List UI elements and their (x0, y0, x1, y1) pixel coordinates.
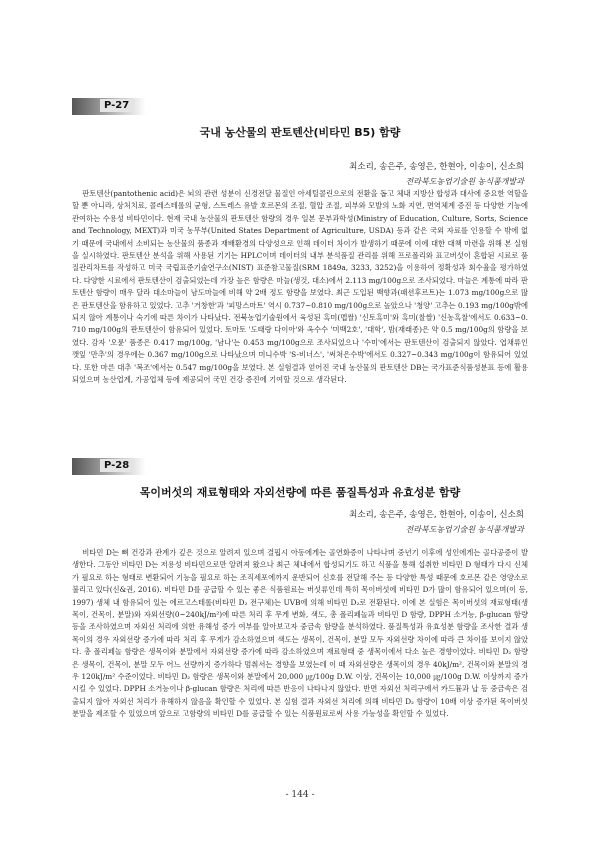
affiliation: 전라북도농업기술원 농식품개발과 (405, 177, 524, 186)
abstract-number: P-27 (100, 99, 133, 112)
abstract-title: 목이버섯의 재료형태와 자외선량에 따른 품질특성과 유효성분 함량 (139, 486, 461, 499)
author-list: 최소리, 송은주, 송영은, 한현아, 이송이, 신소희 (349, 162, 524, 172)
abstract-body: 비타민 D는 뼈 건강과 관계가 깊은 것으로 알려져 있으며 결핍시 아동에게는 골연화증이 나타나며 중년기 이후에 성인에게는 골다공증이 발생한다. 그동안 비타민 D는 저용성 비타민으로만 알려져 왔으나 최근 체내에서 합성되기도 하고 식품을 통해 섭취한 비타민 D 형태가 다시 신체가 필요로 하는 형태로 변환되어 기능을 필요로 하는 조직세포에까지 운반되어 신호를 전달해 주는 등 다양한 특성 때문에 호르몬 같은 영양소로 불리고 있다(신&권, 2016). 비타민 D를 공급할 수 있는 좋은 식품원료는 버섯류인데 특히 목이버섯에 비타민 D가 많이 함유되어 있으며(이 등, 1997) 생체 내 함유되어 있는 에르고스테롤(비타민 D₂ 전구체)는 UVB에 의해 비타민 D₂로 전환된다. 이에 본 실험은 목이버섯의 재료형태(생목이, 건목이, 분말)와 자외선량(0~240kJ/m²)에 따른 처리 후 무게 변화, 색도, 총 폴리페놀과 비타민 D 함량, DPPH 소거능, β-glucan 함량 등을 조사하였으며 자외선 처리에 의한 유해성 증가 여부를 알아보고자 중금속 함량을 분석하였다. 품질특성과 유효성분 함량을 조사한 결과 생목이의 경우 자외선량 증가에 따라 처리 후 무게가 감소하였으며 색도는 생목이, 건목이, 분말 모두 자외선량 차이에 따라 큰 차이를 보이지 않았다. 총 폴리페놀 함량은 생목이와 분말에서 자외선량 증가에 따라 감소하였으며 재료형태 중 생목이에서 다소 높은 경향이었다. 비타민 D₂ 함량은 생목이, 건목이, 분말 모두 어느 선량까지 증가하다 멈춰서는 경향을 보였는데 이 때 자외선량은 생목이의 경우 40kJ/m², 건목이와 분말의 경우 120kJ/m² 수준이었다. 비타민 D₂ 함량은 생목이와 분말에서 20,000 ㎍/100g D.W. 이상, 건목이는 10,000 ㎍/100g D.W. 이상까지 증가시킬 수 있었다. DPPH 소거능이나 β-glucan 함량은 처리에 따른 반응이 나타나지 않았다. 반면 자외선 처리구에서 카드뮴과 납 등 중금속은 검출되지 않아 자외선 처리가 유해하지 않음을 확인할 수 있었다. 본 실험 결과 자외선 처리에 의해 비타민 D₂ 함량이 10배 이상 증가된 목이버섯 분말을 제조할 수 있었으며 앞으로 고함량의 비타민 D를 공급할 수 있는 식품원료로써 사용 가능성을 확인할 수 있었다. (72, 548, 528, 719)
abstract-title: 국내 농산물의 판토텐산(비타민 B5) 함량 (199, 126, 401, 139)
abstract-tag-p28 (72, 458, 146, 475)
abstract-body: 판토텐산(pantothenic acid)은 뇌의 관련 성분이 신경전달 물질인 아세틸콜린으로의 전환을 돕고 체내 지방산 합성과 대사에 중요한 역할을 할 뿐 아니라, 상처치료, 콜레스테롤의 균형, 스트레스 유발 호르몬의 조절, 혈압 조절, 피부와 모발의 노화 지연, 면역체계 증진 등 다양한 기능에 관여하는 수용성 비타민이다. 현재 국내 농산물의 판토텐산 함량의 경우 일본 문부과학성(Ministry of Education, Culture, Sorts, Science and Technology, MEXT)과 미국 농무부(United States Department of Agriculture, USDA) 등과 같은 국외 자료를 인용할 수 밖에 없기 때문에 국내에서 소비되는 농산물의 품종과 재배환경의 다양성으로 인해 데이터 차이가 발생하기 때문에 이에 대한 대책 마련을 위해 본 실험을 실시하였다. 판토텐산 분석을 위해 사용된 기기는 HPLC이며 데이터의 내부 분석품질 관리를 위해 프로폴리와 표고버섯이 혼합된 시료로 품질관리차트를 작성하고 미국 국립표준기술연구소(NIST) 표준참고물질(SRM 1849a, 3233, 3252)을 이용하여 정확성과 회수율을 평가하였다. 다양한 시료에서 판토텐산이 검출되었는데 가장 높은 함량은 마늘(생것, 대소)에서 2.113 mg/100g으로 조사되었다. 마늘은 계통에 따라 판토텐산 함량이 매우 달라 대소마늘이 남도마늘에 비해 약 2배 정도 함량을 보였다. 최근 도입된 백향과(패션후르트)는 1.073 mg/100g으로 많은 판토텐산을 함유하고 있었다. 고추 '거창한'과 '피망스마트' 역시 0.737~0.810 mg/100g으로 높았으나 '청양' 고추는 0.193 mg/100g밖에 되지 않아 계통이나 숙기에 따른 차이가 나타났다. 전북농업기술원에서 육성된 흑미(멥쌀) '신토흑미'와 흑미(찰쌀) '신농흑찰'에서도 0.633~0.710 mg/100g의 판토텐산이 함유되어 있었다. 토마토 '도태랑 다이아'와 옥수수 '미백2호', '대학', 밤(재래종)은 약 0.5 mg/100g의 함량을 보였다. 감자 '오륜' 품종은 0.417 mg/100g, '남나'는 0.453 mg/100g으로 조사되었으나 '수미'에서는 판토텐산이 검출되지 않았다. 엽채류인 깻잎 '만추'의 경우에는 0.367 mg/100g으로 나타났으며 미니수박 'S-비너스', '써쳐은수박'에서도 0.327~0.343 mg/100g이 함유되어 있었다. 또한 마른 대추 '복조'에서는 0.547 mg/100g을 보였다. 본 실험결과 얻어진 국내 농산물의 판토텐산 DB는 국가표준식품성분표 등에 활용되었으며 농산업계, 가공업체 등에 제공되어 국민 건강 증진에 기여할 것으로 생각된다. (72, 189, 528, 385)
author-list: 최소리, 송은주, 송영은, 한현아, 이송이, 신소희 (349, 510, 524, 520)
page-number: - 144 - (285, 790, 315, 800)
abstract-number: P-28 (100, 459, 133, 472)
affiliation: 전라북도농업기술원 농식품개발과 (405, 525, 524, 534)
abstract-tag-p27 (72, 98, 146, 115)
